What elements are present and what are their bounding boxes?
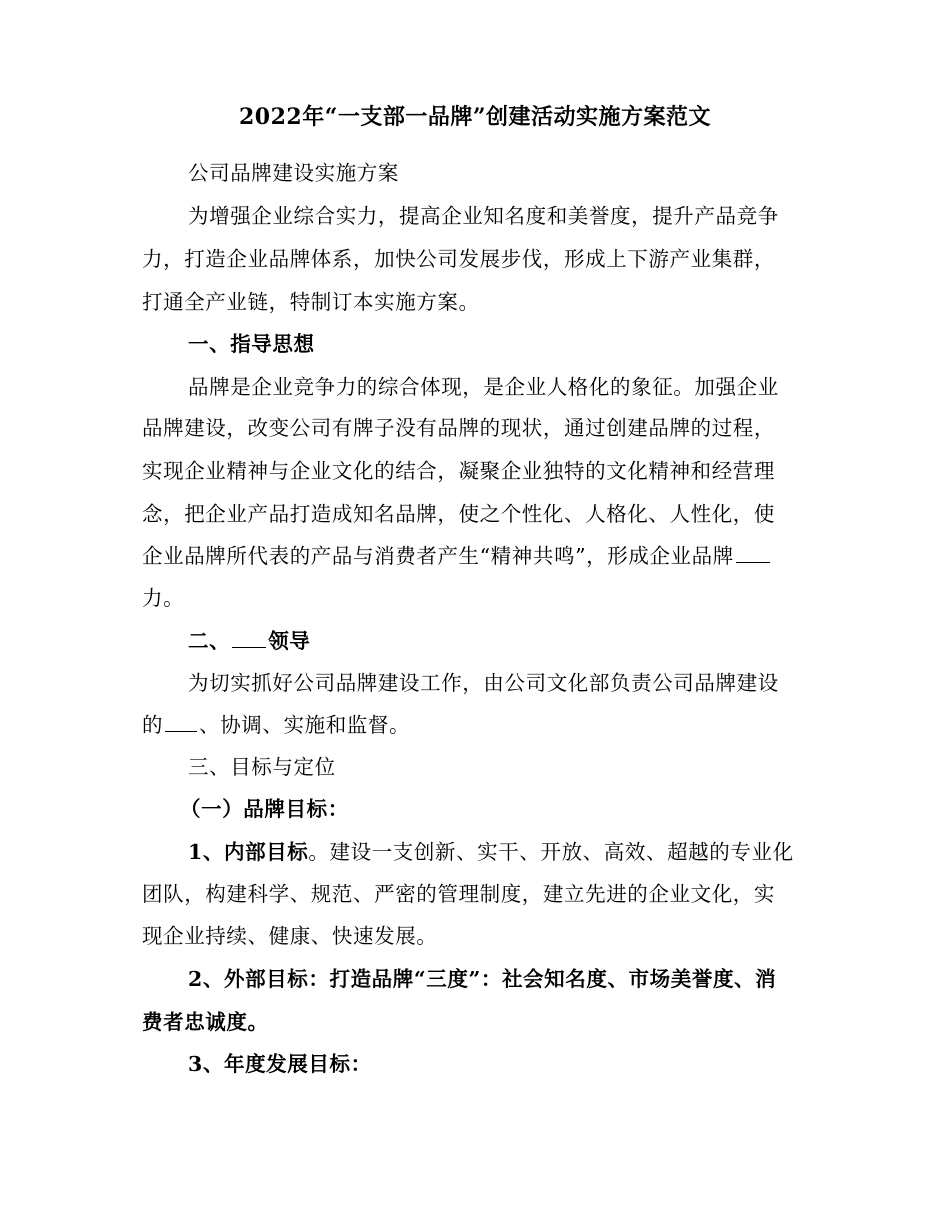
item1-label: 1、内部目标 xyxy=(188,840,309,864)
section1-line-5 xyxy=(142,542,812,570)
subtitle: 公司品牌建设实施方案 xyxy=(188,161,399,185)
section1-line-6: 力。 xyxy=(142,586,185,610)
section3-heading: 三、目标与定位 xyxy=(188,755,336,779)
section3-sub1: （一）品牌目标： xyxy=(180,797,349,821)
section2-line-1: 为切实抓好公司品牌建设工作，由公司文化部负责公司品牌建设 xyxy=(188,671,779,695)
section1-line-2: 品牌建设，改变公司有牌子没有品牌的现状，通过创建品牌的过程， xyxy=(142,416,775,440)
document-title: 2022年“一支部一品牌”创建活动实施方案范文 xyxy=(238,104,712,130)
section3-item2-line-1: 2、外部目标：打造品牌“三度”：社会知名度、市场美誉度、消 xyxy=(188,967,777,991)
fill-in-blank xyxy=(232,629,266,648)
fill-in-blank xyxy=(165,713,197,732)
intro-line-2: 力，打造企业品牌体系，加快公司发展步伐，形成上下游产业集群， xyxy=(142,247,775,271)
section1-line-1: 品牌是企业竞争力的综合体现，是企业人格化的象征。加强企业 xyxy=(188,375,779,399)
section3-item2-line-2: 费者忠诚度。 xyxy=(142,1010,269,1034)
section1-line-4: 念，把企业产品打造成知名品牌，使之个性化、人格化、人性化，使 xyxy=(142,502,775,526)
section2-heading-suffix: 领导 xyxy=(268,629,311,653)
item1-text: 。建设一支创新、实干、开放、高效、超越的专业化 xyxy=(308,840,794,864)
section2-heading-prefix: 二、 xyxy=(188,629,231,653)
fill-in-blank xyxy=(736,544,770,563)
section3-item1-line-1 xyxy=(188,838,813,866)
section2-heading xyxy=(188,627,813,655)
section1-line-5-text: 企业品牌所代表的产品与消费者产生“精神共鸣”，形成企业品牌 xyxy=(142,544,734,568)
section2-line-2-suffix: 、协调、实施和监督。 xyxy=(199,713,411,737)
section1-line-3: 实现企业精神与企业文化的结合，凝聚企业独特的文化精神和经营理 xyxy=(142,459,775,483)
section3-item1-line-2: 团队，构建科学、规范、严密的管理制度，建立先进的企业文化，实 xyxy=(142,882,775,906)
section1-heading: 一、指导思想 xyxy=(188,332,315,356)
intro-line-3: 打通全产业链，特制订本实施方案。 xyxy=(142,290,480,314)
section3-item1-line-3: 现企业持续、健康、快速发展。 xyxy=(142,924,438,948)
intro-line-1: 为增强企业综合实力，提高企业知名度和美誉度，提升产品竞争 xyxy=(188,204,779,228)
section3-item3: 3、年度发展目标： xyxy=(188,1052,372,1076)
section2-line-2 xyxy=(142,711,812,739)
section2-line-2-prefix: 的 xyxy=(142,713,164,737)
